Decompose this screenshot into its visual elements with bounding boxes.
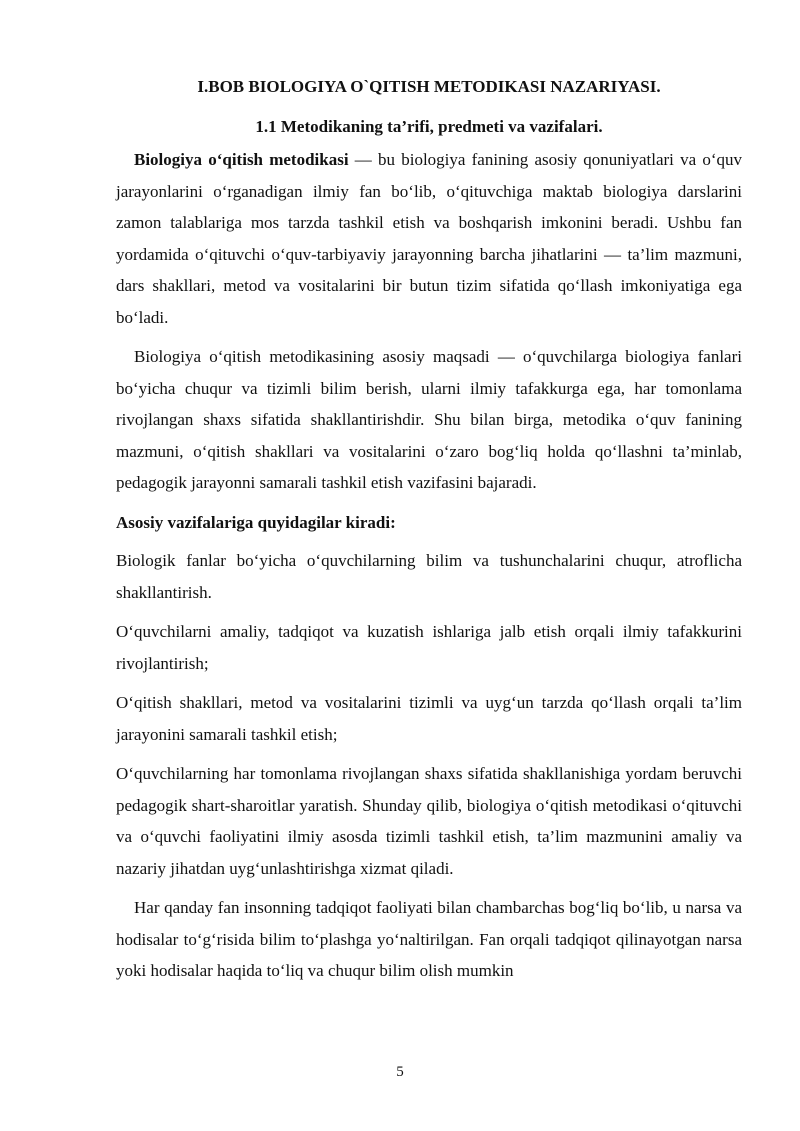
task-item-1: Biologik fanlar bo‘yicha o‘quvchilarning bilim va tushunchalarini chuqur, atroflicha shakllantirish. [116, 551, 742, 602]
section-title: 1.1 Metodikaning ta’rifi, predmeti va vazifalari. [255, 116, 603, 136]
task-item-4: O‘quvchilarning har tomonlama rivojlangan shaxs sifatida shakllanishiga yordam beruvchi pedagogik shart-sharoitlar yaratish. Shunday qilib, biologiya o‘qitish metodikasi o‘qituvchi va o‘quvchi faoliyatini ilmiy asosda tizimli tashkil etish, ta’lim mazmunini amaliy va nazariy jihatdan uyg‘unlashtirishga xizmat qiladi. [116, 764, 742, 878]
chapter-title: I.BOB BIOLOGIYA O`QITISH METODIKASI NAZARIYASI. [197, 77, 661, 96]
paragraph-research: Har qanday fan insonning tadqiqot faoliyati bilan chambarchas bog‘liq bo‘lib, u narsa va hodisalar to‘g‘risida bilim to‘plashga yo‘naltirilgan. Fan orqali tadqiqot qilinayotgan narsa yoki hodisalar haqida to‘liq va chuqur bilim olish mumkin [116, 898, 742, 980]
definition-term: Biologiya o‘qitish metodikasi [134, 150, 349, 169]
paragraph-goal: Biologiya o‘qitish metodikasining asosiy maqsadi — o‘quvchilarga biologiya fanlari bo‘yicha chuqur va tizimli bilim berish, ularni ilmiy tafakkurga ega, har tomonlama rivojlangan shaxs sifatida shakllantirishdir. Shu bilan birga, metodika o‘quv fanining mazmuni, o‘qitish shakllari va vositalarini o‘zaro bog‘liq holda qo‘llashni ta’minlab, pedagogik jarayonni samarali tashkil etish vazifasini bajaradi. [116, 347, 742, 492]
paragraph-definition [116, 144, 742, 333]
task-item-2: O‘quvchilarni amaliy, tadqiqot va kuzatish ishlariga jalb etish orqali ilmiy tafakkurini rivojlantirish; [116, 622, 742, 673]
tasks-heading: Asosiy vazifalariga quyidagilar kiradi: [116, 512, 396, 532]
task-item-3: O‘qitish shakllari, metod va vositalarini tizimli va uyg‘un tarzda qo‘llash orqali ta’lim jarayonini samarali tashkil etish; [116, 693, 742, 744]
definition-text: — bu biologiya fanining asosiy qonuniyatlari va o‘quv jarayonlarini o‘rganadigan ilmiy fan bo‘lib, o‘qituvchiga maktab biologiya darslarini zamon talablariga mos tarzda tashkil etish va boshqarish imkonini beradi. Ushbu fan yordamida o‘qituvchi o‘quv-tarbiyaviy jarayonning barcha jihatlarini — ta’lim mazmuni, dars shakllari, metod va vositalarini bir butun tizim sifatida qo‘llash imkoniyatiga ega bo‘ladi. [116, 150, 743, 327]
page-number: 5 [396, 1064, 404, 1080]
page-content [116, 71, 742, 995]
